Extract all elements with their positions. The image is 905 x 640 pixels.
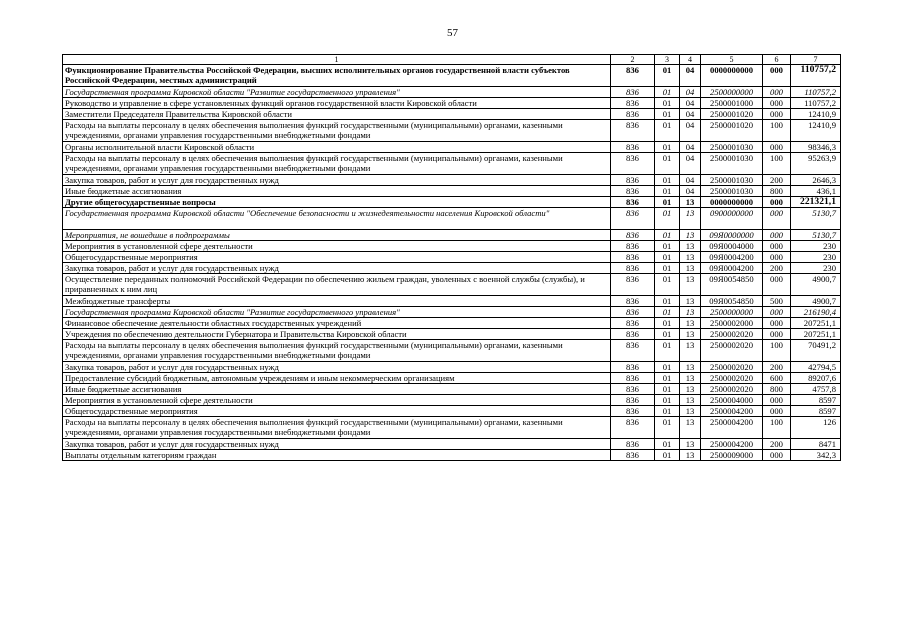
cell-amount: 230 bbox=[791, 252, 841, 263]
cell-section: 01 bbox=[655, 65, 680, 87]
cell-subsection: 13 bbox=[680, 252, 701, 263]
cell-subsection: 04 bbox=[680, 98, 701, 109]
cell-subsection: 04 bbox=[680, 186, 701, 197]
cell-name: Общегосударственные мероприятия bbox=[63, 252, 611, 263]
cell-target-article: 0000000000 bbox=[701, 65, 763, 87]
cell-expense-type: 000 bbox=[763, 241, 791, 252]
cell-amount: 221321,1 bbox=[791, 197, 841, 208]
table-row bbox=[63, 87, 841, 98]
cell-expense-type: 000 bbox=[763, 395, 791, 406]
cell-grbs: 836 bbox=[611, 406, 655, 417]
table-row bbox=[63, 384, 841, 395]
cell-grbs: 836 bbox=[611, 307, 655, 318]
cell-grbs: 836 bbox=[611, 197, 655, 208]
cell-grbs: 836 bbox=[611, 208, 655, 230]
cell-target-article: 09Я0004200 bbox=[701, 263, 763, 274]
cell-target-article: 2500001030 bbox=[701, 186, 763, 197]
cell-expense-type: 000 bbox=[763, 98, 791, 109]
cell-name: Государственная программа Кировской области "Развитие государственного управления" bbox=[63, 87, 611, 98]
cell-expense-type: 800 bbox=[763, 384, 791, 395]
header-col-6: 6 bbox=[763, 55, 791, 65]
cell-expense-type: 200 bbox=[763, 362, 791, 373]
cell-amount: 207251,1 bbox=[791, 329, 841, 340]
cell-section: 01 bbox=[655, 318, 680, 329]
cell-expense-type: 000 bbox=[763, 307, 791, 318]
cell-expense-type: 100 bbox=[763, 340, 791, 362]
cell-expense-type: 100 bbox=[763, 417, 791, 439]
cell-name: Общегосударственные мероприятия bbox=[63, 406, 611, 417]
cell-section: 01 bbox=[655, 120, 680, 142]
cell-grbs: 836 bbox=[611, 439, 655, 450]
cell-name: Руководство и управление в сфере установленных функций органов государственной власти Кировской области bbox=[63, 98, 611, 109]
cell-subsection: 13 bbox=[680, 241, 701, 252]
cell-grbs: 836 bbox=[611, 340, 655, 362]
cell-amount: 342,3 bbox=[791, 450, 841, 461]
cell-subsection: 04 bbox=[680, 120, 701, 142]
cell-grbs: 836 bbox=[611, 450, 655, 461]
cell-amount: 110757,2 bbox=[791, 65, 841, 87]
cell-subsection: 04 bbox=[680, 65, 701, 87]
cell-target-article: 2500001020 bbox=[701, 109, 763, 120]
cell-expense-type: 000 bbox=[763, 329, 791, 340]
cell-name: Другие общегосударственные вопросы bbox=[63, 197, 611, 208]
cell-target-article: 2500001000 bbox=[701, 98, 763, 109]
cell-grbs: 836 bbox=[611, 252, 655, 263]
cell-section: 01 bbox=[655, 417, 680, 439]
cell-target-article: 2500001030 bbox=[701, 175, 763, 186]
cell-amount: 110757,2 bbox=[791, 87, 841, 98]
cell-amount: 207251,1 bbox=[791, 318, 841, 329]
table-row bbox=[63, 450, 841, 461]
cell-target-article: 2500004200 bbox=[701, 417, 763, 439]
cell-amount: 4900,7 bbox=[791, 296, 841, 307]
cell-target-article: 0000000000 bbox=[701, 197, 763, 208]
cell-expense-type: 000 bbox=[763, 197, 791, 208]
cell-grbs: 836 bbox=[611, 417, 655, 439]
cell-subsection: 13 bbox=[680, 384, 701, 395]
table-row bbox=[63, 230, 841, 241]
cell-target-article: 2500004000 bbox=[701, 395, 763, 406]
cell-expense-type: 000 bbox=[763, 450, 791, 461]
table-body bbox=[63, 65, 841, 461]
cell-section: 01 bbox=[655, 109, 680, 120]
cell-grbs: 836 bbox=[611, 65, 655, 87]
table-row bbox=[63, 329, 841, 340]
cell-grbs: 836 bbox=[611, 175, 655, 186]
cell-name: Государственная программа Кировской области "Обеспечение безопасности и жизнедеятельности населения Кировской области" bbox=[63, 208, 611, 230]
cell-subsection: 13 bbox=[680, 329, 701, 340]
table-row bbox=[63, 373, 841, 384]
cell-section: 01 bbox=[655, 362, 680, 373]
cell-subsection: 04 bbox=[680, 87, 701, 98]
cell-grbs: 836 bbox=[611, 109, 655, 120]
table-row bbox=[63, 417, 841, 439]
cell-amount: 230 bbox=[791, 241, 841, 252]
cell-subsection: 13 bbox=[680, 230, 701, 241]
table-row bbox=[63, 142, 841, 153]
cell-target-article: 2500001030 bbox=[701, 142, 763, 153]
cell-expense-type: 000 bbox=[763, 208, 791, 230]
cell-amount: 4900,7 bbox=[791, 274, 841, 296]
cell-section: 01 bbox=[655, 274, 680, 296]
cell-section: 01 bbox=[655, 384, 680, 395]
cell-name: Государственная программа Кировской области "Развитие государственного управления" bbox=[63, 307, 611, 318]
cell-name: Мероприятия в установленной сфере деятельности bbox=[63, 395, 611, 406]
cell-subsection: 13 bbox=[680, 263, 701, 274]
cell-subsection: 13 bbox=[680, 395, 701, 406]
cell-grbs: 836 bbox=[611, 384, 655, 395]
cell-subsection: 13 bbox=[680, 274, 701, 296]
table-row bbox=[63, 175, 841, 186]
cell-expense-type: 100 bbox=[763, 120, 791, 142]
cell-name: Закупка товаров, работ и услуг для государственных нужд bbox=[63, 362, 611, 373]
cell-expense-type: 000 bbox=[763, 252, 791, 263]
table-row bbox=[63, 241, 841, 252]
cell-section: 01 bbox=[655, 263, 680, 274]
cell-section: 01 bbox=[655, 329, 680, 340]
table-row bbox=[63, 197, 841, 208]
cell-name: Расходы на выплаты персоналу в целях обеспечения выполнения функций государственными (муниципальными) органами, казенными учреждениями, органами управления государственными внебюджетными фондами bbox=[63, 153, 611, 175]
cell-expense-type: 000 bbox=[763, 87, 791, 98]
cell-grbs: 836 bbox=[611, 241, 655, 252]
cell-target-article: 2500002020 bbox=[701, 362, 763, 373]
table-row bbox=[63, 318, 841, 329]
cell-section: 01 bbox=[655, 307, 680, 318]
cell-name: Финансовое обеспечение деятельности областных государственных учреждений bbox=[63, 318, 611, 329]
cell-subsection: 13 bbox=[680, 340, 701, 362]
cell-grbs: 836 bbox=[611, 87, 655, 98]
cell-section: 01 bbox=[655, 439, 680, 450]
cell-target-article: 2500000000 bbox=[701, 87, 763, 98]
cell-section: 01 bbox=[655, 252, 680, 263]
cell-section: 01 bbox=[655, 153, 680, 175]
cell-expense-type: 600 bbox=[763, 373, 791, 384]
table-row bbox=[63, 340, 841, 362]
cell-name: Органы исполнительной власти Кировской области bbox=[63, 142, 611, 153]
cell-amount: 230 bbox=[791, 263, 841, 274]
cell-amount: 4757,8 bbox=[791, 384, 841, 395]
cell-target-article: 09Я0054850 bbox=[701, 296, 763, 307]
cell-expense-type: 000 bbox=[763, 65, 791, 87]
table-row bbox=[63, 362, 841, 373]
cell-target-article: 09Я0054850 bbox=[701, 274, 763, 296]
cell-amount: 436,1 bbox=[791, 186, 841, 197]
cell-expense-type: 000 bbox=[763, 109, 791, 120]
cell-amount: 12410,9 bbox=[791, 109, 841, 120]
table-header bbox=[63, 55, 841, 65]
cell-name: Осуществление переданных полномочий Российской Федерации по обеспечению жильем граждан, уволенных с военной службы (службы), и приравненных к ним лиц bbox=[63, 274, 611, 296]
cell-name: Закупка товаров, работ и услуг для государственных нужд bbox=[63, 175, 611, 186]
cell-expense-type: 000 bbox=[763, 230, 791, 241]
cell-expense-type: 200 bbox=[763, 263, 791, 274]
cell-target-article: 2500001030 bbox=[701, 153, 763, 175]
cell-grbs: 836 bbox=[611, 142, 655, 153]
table-row bbox=[63, 274, 841, 296]
table-row bbox=[63, 65, 841, 87]
cell-name: Функционирование Правительства Российской Федерации, высших исполнительных органов государственной власти субъектов Российской Федерации, местных администраций bbox=[63, 65, 611, 87]
table-row bbox=[63, 406, 841, 417]
cell-section: 01 bbox=[655, 186, 680, 197]
cell-grbs: 836 bbox=[611, 274, 655, 296]
cell-section: 01 bbox=[655, 87, 680, 98]
cell-grbs: 836 bbox=[611, 120, 655, 142]
cell-subsection: 13 bbox=[680, 417, 701, 439]
cell-subsection: 13 bbox=[680, 318, 701, 329]
cell-name: Иные бюджетные ассигнования bbox=[63, 186, 611, 197]
cell-name: Иные бюджетные ассигнования bbox=[63, 384, 611, 395]
cell-grbs: 836 bbox=[611, 263, 655, 274]
cell-name: Выплаты отдельным категориям граждан bbox=[63, 450, 611, 461]
cell-expense-type: 100 bbox=[763, 153, 791, 175]
cell-section: 01 bbox=[655, 208, 680, 230]
header-col-7: 7 bbox=[791, 55, 841, 65]
cell-amount: 8597 bbox=[791, 395, 841, 406]
cell-expense-type: 000 bbox=[763, 406, 791, 417]
cell-name: Заместители Председателя Правительства Кировской области bbox=[63, 109, 611, 120]
cell-subsection: 13 bbox=[680, 296, 701, 307]
cell-expense-type: 000 bbox=[763, 318, 791, 329]
cell-name: Межбюджетные трансферты bbox=[63, 296, 611, 307]
cell-grbs: 836 bbox=[611, 153, 655, 175]
cell-amount: 5130,7 bbox=[791, 230, 841, 241]
cell-expense-type: 000 bbox=[763, 274, 791, 296]
table-row bbox=[63, 120, 841, 142]
cell-subsection: 04 bbox=[680, 153, 701, 175]
cell-amount: 5130,7 bbox=[791, 208, 841, 230]
header-row bbox=[63, 55, 841, 65]
cell-target-article: 2500001020 bbox=[701, 120, 763, 142]
cell-subsection: 13 bbox=[680, 208, 701, 230]
table-row bbox=[63, 109, 841, 120]
cell-name: Мероприятия в установленной сфере деятельности bbox=[63, 241, 611, 252]
cell-target-article: 2500002020 bbox=[701, 373, 763, 384]
cell-section: 01 bbox=[655, 142, 680, 153]
cell-target-article: 09Я0004200 bbox=[701, 252, 763, 263]
cell-name: Закупка товаров, работ и услуг для государственных нужд bbox=[63, 439, 611, 450]
cell-target-article: 2500002020 bbox=[701, 340, 763, 362]
cell-subsection: 04 bbox=[680, 142, 701, 153]
cell-target-article: 09Я0004000 bbox=[701, 241, 763, 252]
cell-amount: 216190,4 bbox=[791, 307, 841, 318]
cell-grbs: 836 bbox=[611, 395, 655, 406]
cell-section: 01 bbox=[655, 373, 680, 384]
page-number: 57 bbox=[447, 27, 458, 39]
cell-section: 01 bbox=[655, 406, 680, 417]
cell-subsection: 13 bbox=[680, 307, 701, 318]
table-row bbox=[63, 263, 841, 274]
table-row bbox=[63, 252, 841, 263]
cell-grbs: 836 bbox=[611, 373, 655, 384]
budget-table bbox=[62, 54, 841, 461]
cell-amount: 8471 bbox=[791, 439, 841, 450]
cell-subsection: 04 bbox=[680, 109, 701, 120]
cell-amount: 42794,5 bbox=[791, 362, 841, 373]
cell-subsection: 13 bbox=[680, 439, 701, 450]
cell-amount: 2646,3 bbox=[791, 175, 841, 186]
cell-target-article: 2500002000 bbox=[701, 318, 763, 329]
table-row bbox=[63, 439, 841, 450]
cell-target-article: 0900000000 bbox=[701, 208, 763, 230]
cell-section: 01 bbox=[655, 230, 680, 241]
cell-grbs: 836 bbox=[611, 186, 655, 197]
cell-grbs: 836 bbox=[611, 230, 655, 241]
cell-section: 01 bbox=[655, 98, 680, 109]
header-col-1: 1 bbox=[63, 55, 611, 65]
cell-name: Расходы на выплаты персоналу в целях обеспечения выполнения функций государственными (муниципальными) органами, казенными учреждениями, органами управления государственными внебюджетными фондами bbox=[63, 340, 611, 362]
cell-name: Мероприятия, не вошедшие в подпрограммы bbox=[63, 230, 611, 241]
cell-grbs: 836 bbox=[611, 318, 655, 329]
table-row bbox=[63, 296, 841, 307]
cell-grbs: 836 bbox=[611, 98, 655, 109]
header-col-5: 5 bbox=[701, 55, 763, 65]
table-row bbox=[63, 208, 841, 230]
cell-expense-type: 000 bbox=[763, 142, 791, 153]
table-row bbox=[63, 186, 841, 197]
cell-target-article: 2500004200 bbox=[701, 406, 763, 417]
cell-expense-type: 200 bbox=[763, 175, 791, 186]
cell-subsection: 13 bbox=[680, 406, 701, 417]
table-row bbox=[63, 98, 841, 109]
cell-subsection: 13 bbox=[680, 197, 701, 208]
cell-subsection: 13 bbox=[680, 450, 701, 461]
cell-name: Закупка товаров, работ и услуг для государственных нужд bbox=[63, 263, 611, 274]
cell-section: 01 bbox=[655, 241, 680, 252]
cell-target-article: 2500004200 bbox=[701, 439, 763, 450]
cell-target-article: 2500002020 bbox=[701, 384, 763, 395]
table-row bbox=[63, 307, 841, 318]
cell-section: 01 bbox=[655, 395, 680, 406]
cell-subsection: 13 bbox=[680, 373, 701, 384]
cell-amount: 12410,9 bbox=[791, 120, 841, 142]
cell-name: Учреждения по обеспечению деятельности Губернатора и Правительства Кировской области bbox=[63, 329, 611, 340]
cell-expense-type: 200 bbox=[763, 439, 791, 450]
cell-subsection: 04 bbox=[680, 175, 701, 186]
header-col-4: 4 bbox=[680, 55, 701, 65]
cell-target-article: 2500002020 bbox=[701, 329, 763, 340]
cell-amount: 70491,2 bbox=[791, 340, 841, 362]
cell-name: Расходы на выплаты персоналу в целях обеспечения выполнения функций государственными (муниципальными) органами, казенными учреждениями, органами управления государственными внебюджетными фондами bbox=[63, 120, 611, 142]
cell-name: Предоставление субсидий бюджетным, автономным учреждениям и иным некоммерческим организациям bbox=[63, 373, 611, 384]
cell-amount: 8597 bbox=[791, 406, 841, 417]
cell-subsection: 13 bbox=[680, 362, 701, 373]
cell-target-article: 09Я0000000 bbox=[701, 230, 763, 241]
cell-amount: 126 bbox=[791, 417, 841, 439]
cell-amount: 89207,6 bbox=[791, 373, 841, 384]
cell-grbs: 836 bbox=[611, 296, 655, 307]
cell-section: 01 bbox=[655, 450, 680, 461]
cell-amount: 110757,2 bbox=[791, 98, 841, 109]
cell-grbs: 836 bbox=[611, 329, 655, 340]
header-col-2: 2 bbox=[611, 55, 655, 65]
cell-amount: 98346,3 bbox=[791, 142, 841, 153]
table-row bbox=[63, 153, 841, 175]
header-col-3: 3 bbox=[655, 55, 680, 65]
cell-section: 01 bbox=[655, 296, 680, 307]
cell-amount: 95263,9 bbox=[791, 153, 841, 175]
cell-section: 01 bbox=[655, 197, 680, 208]
cell-section: 01 bbox=[655, 175, 680, 186]
cell-target-article: 2500009000 bbox=[701, 450, 763, 461]
cell-section: 01 bbox=[655, 340, 680, 362]
cell-expense-type: 500 bbox=[763, 296, 791, 307]
cell-expense-type: 800 bbox=[763, 186, 791, 197]
cell-grbs: 836 bbox=[611, 362, 655, 373]
table-row bbox=[63, 395, 841, 406]
cell-target-article: 2500000000 bbox=[701, 307, 763, 318]
cell-name: Расходы на выплаты персоналу в целях обеспечения выполнения функций государственными (муниципальными) органами, казенными учреждениями, органами управления государственными внебюджетными фондами bbox=[63, 417, 611, 439]
